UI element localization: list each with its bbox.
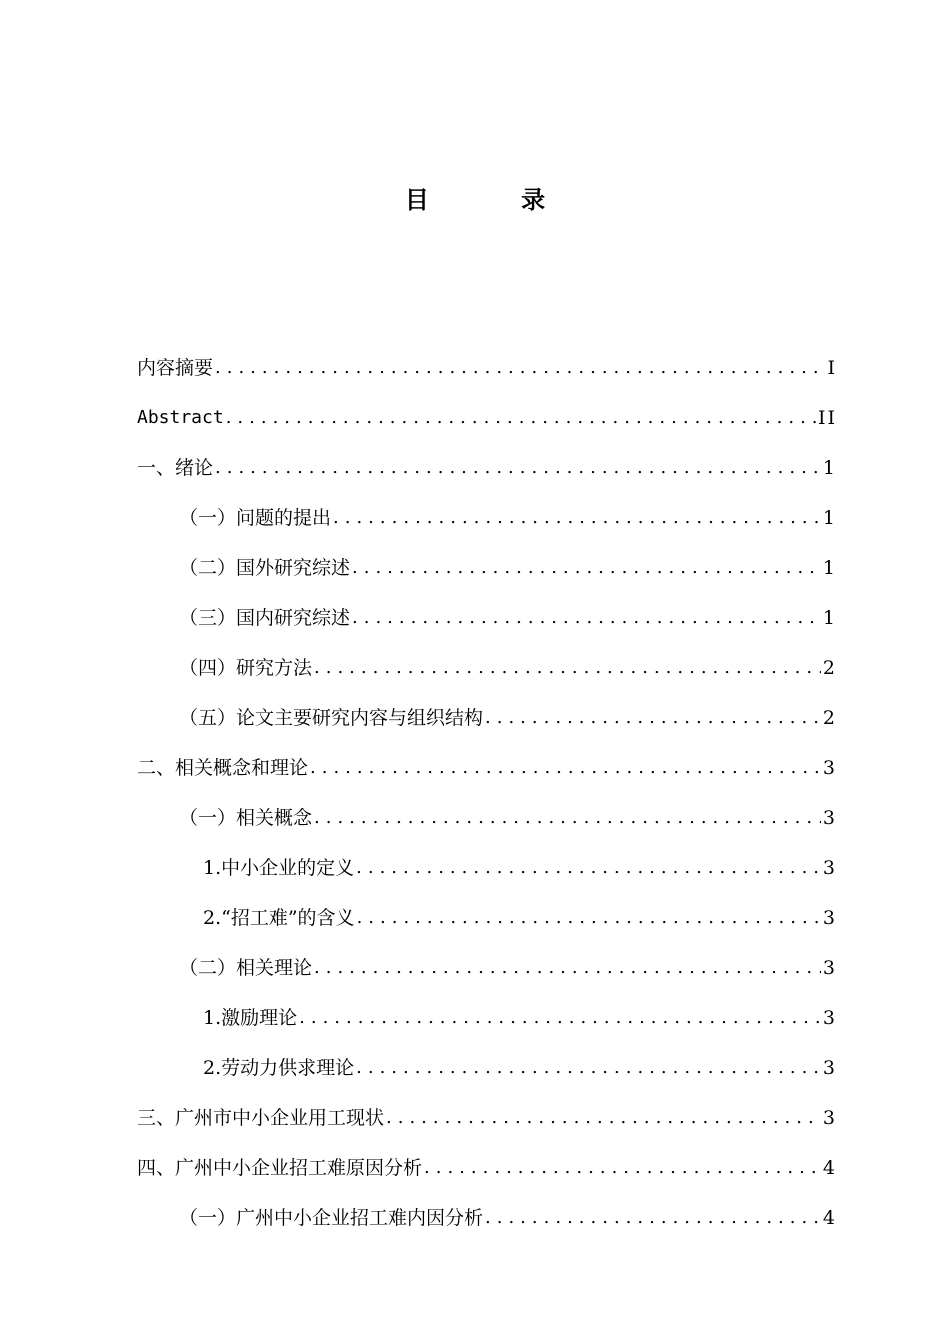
toc-entry-page: 3 <box>822 857 837 879</box>
toc-dot-leader <box>356 852 821 884</box>
toc-dot-leader <box>215 452 821 484</box>
toc-entry-page: 4 <box>822 1207 837 1229</box>
toc-entry-page: 3 <box>822 1107 837 1129</box>
toc-entry-label: （二）相关理论 <box>179 957 313 979</box>
toc-entry-page: 1 <box>822 557 837 579</box>
toc-entry-page: 1 <box>822 507 837 529</box>
toc-entry[interactable] <box>137 484 837 534</box>
toc-entry[interactable] <box>137 1034 837 1084</box>
toc-entry[interactable] <box>137 334 837 384</box>
toc-entry[interactable] <box>137 584 837 634</box>
toc-entry-page: 3 <box>822 807 837 829</box>
toc-entry-label: 内容摘要 <box>137 357 214 379</box>
toc-entry[interactable] <box>137 784 837 834</box>
toc-entry[interactable] <box>137 384 837 434</box>
toc-dot-leader <box>352 602 821 634</box>
toc-entry-page: 3 <box>822 757 837 779</box>
toc-entry-page: I <box>827 357 837 379</box>
toc-entry-label: 二、相关概念和理论 <box>137 757 309 779</box>
toc-dot-leader <box>314 802 821 834</box>
toc-entry-label: 2.劳动力供求理论 <box>203 1057 355 1079</box>
toc-entry[interactable] <box>137 734 837 784</box>
toc-dot-leader <box>356 1052 821 1084</box>
toc-dot-leader <box>357 902 821 934</box>
toc-entry[interactable] <box>137 1184 837 1234</box>
toc-entry-label: （二）国外研究综述 <box>179 557 351 579</box>
toc-entry-label: 三、广州市中小企业用工现状 <box>137 1107 385 1129</box>
toc-entry[interactable] <box>137 1084 837 1134</box>
table-of-contents <box>137 334 837 1234</box>
toc-entry[interactable] <box>137 434 837 484</box>
toc-entry-page: 2 <box>822 657 837 679</box>
toc-entry-label: （五）论文主要研究内容与组织结构 <box>179 707 484 729</box>
toc-entry-page: 1 <box>822 607 837 629</box>
toc-entry-label: （一）问题的提出 <box>179 507 332 529</box>
toc-entry-label: 2.“招工难”的含义 <box>203 907 355 929</box>
toc-entry-page: 3 <box>822 907 837 929</box>
toc-entry-page: 2 <box>822 707 837 729</box>
toc-entry-page: 4 <box>822 1157 837 1179</box>
toc-dot-leader <box>215 352 825 384</box>
page-title: 目 录 <box>404 186 588 214</box>
toc-entry-label: Abstract <box>137 407 224 428</box>
toc-entry-page: 3 <box>822 1007 837 1029</box>
toc-dot-leader <box>314 652 821 684</box>
toc-entry[interactable] <box>137 1134 837 1184</box>
toc-entry[interactable] <box>137 934 837 984</box>
toc-dot-leader <box>226 402 816 434</box>
toc-entry-label: （一）广州中小企业招工难内因分析 <box>179 1207 484 1229</box>
toc-entry-label: 一、绪论 <box>137 457 214 479</box>
toc-entry-label: （三）国内研究综述 <box>179 607 351 629</box>
toc-entry[interactable] <box>137 984 837 1034</box>
toc-entry-label: （一）相关概念 <box>179 807 313 829</box>
toc-dot-leader <box>424 1152 821 1184</box>
toc-entry-label: （四）研究方法 <box>179 657 313 679</box>
toc-dot-leader <box>485 702 821 734</box>
toc-entry-page: 1 <box>822 457 837 479</box>
toc-dot-leader <box>485 1202 821 1234</box>
toc-entry[interactable] <box>137 684 837 734</box>
toc-entry[interactable] <box>137 534 837 584</box>
toc-entry[interactable] <box>137 634 837 684</box>
toc-dot-leader <box>299 1002 821 1034</box>
toc-dot-leader <box>386 1102 821 1134</box>
toc-entry-label: 四、广州中小企业招工难原因分析 <box>137 1157 423 1179</box>
toc-dot-leader <box>314 952 821 984</box>
toc-entry[interactable] <box>137 834 837 884</box>
toc-dot-leader <box>333 502 821 534</box>
toc-entry-label: 1.激励理论 <box>203 1007 298 1029</box>
toc-entry-page: 3 <box>822 1057 837 1079</box>
toc-entry-page: 3 <box>822 957 837 979</box>
toc-dot-leader <box>352 552 821 584</box>
toc-entry-page: II <box>817 407 837 429</box>
toc-dot-leader <box>310 752 821 784</box>
toc-entry[interactable] <box>137 884 837 934</box>
toc-entry-label: 1.中小企业的定义 <box>203 857 355 879</box>
